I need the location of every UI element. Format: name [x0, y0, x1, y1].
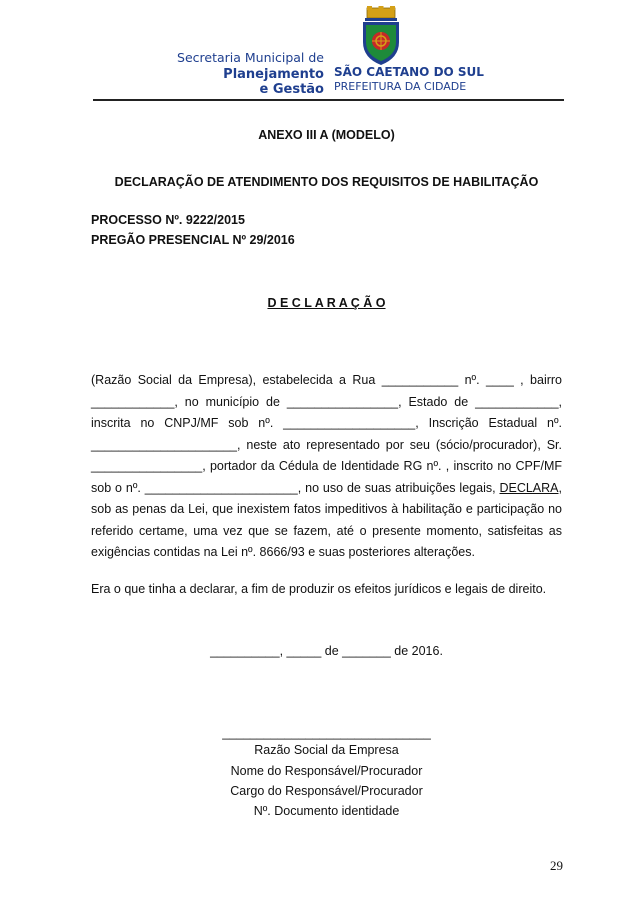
signature-line: ______________________________: [222, 726, 431, 740]
header-divider: [93, 99, 564, 101]
signature-name: Nome do Responsável/Procurador: [230, 764, 423, 778]
closing-statement: Era o que tinha a declarar, a fim de produzir os efeitos jurídicos e legais de direito.: [91, 582, 547, 596]
declaration-body: [91, 370, 562, 564]
secretaria-line1: Secretaria Municipal de: [177, 50, 324, 65]
city-crest-icon: [353, 6, 409, 66]
secretaria-logo-text: [177, 52, 324, 98]
signature-document: Nº. Documento identidade: [253, 804, 400, 818]
signature-role: Cargo do Responsável/Procurador: [230, 784, 423, 798]
body-declara: DECLARA: [499, 480, 559, 495]
processo-number: PROCESSO Nº. 9222/2015: [91, 213, 245, 227]
annex-title: ANEXO III A (MODELO): [258, 128, 395, 142]
declaration-title: DECLARAÇÃO DE ATENDIMENTO DOS REQUISITOS DE HABILITAÇÃO: [114, 175, 539, 189]
pregao-number: PREGÃO PRESENCIAL Nº 29/2016: [91, 233, 295, 247]
page-number: 29: [550, 858, 563, 873]
body-text-part2: , sob as penas da Lei, que inexistem fatos impeditivos à habilitação e participação no referido certame, uma vez que se fazem, até o presente momento, satisfeitas as exigências contidas na Lei nº. 8666/93 e suas posteriores alterações.: [91, 480, 562, 559]
signature-company: Razão Social da Empresa: [254, 743, 399, 757]
city-logo-text: [334, 66, 484, 92]
city-name: SÃO CAETANO DO SUL: [334, 65, 484, 79]
city-subtitle: PREFEITURA DA CIDADE: [334, 80, 467, 93]
body-text-part1: (Razão Social da Empresa), estabelecida a Rua ___________ nº. ____ , bairro ____________, no município de ________________, Estado de ____________, inscrita no CNPJ/MF sob nº. ___________________, Inscrição Estadual nº. _____________________, neste ato representado por seu (sócio/procurador), Sr. ________________, portador da Cédula de Identidade RG nº. , inscrito no CPF/MF sob o nº. ______________________, no uso de suas atribuições legais,: [91, 373, 562, 495]
secretaria-line3: e Gestão: [259, 81, 324, 97]
date-line: __________, _____ de _______ de 2016.: [210, 644, 443, 658]
declaracao-heading: D E C L A R A Ç Ã O: [267, 296, 386, 310]
secretaria-line2: Planejamento: [223, 66, 324, 82]
